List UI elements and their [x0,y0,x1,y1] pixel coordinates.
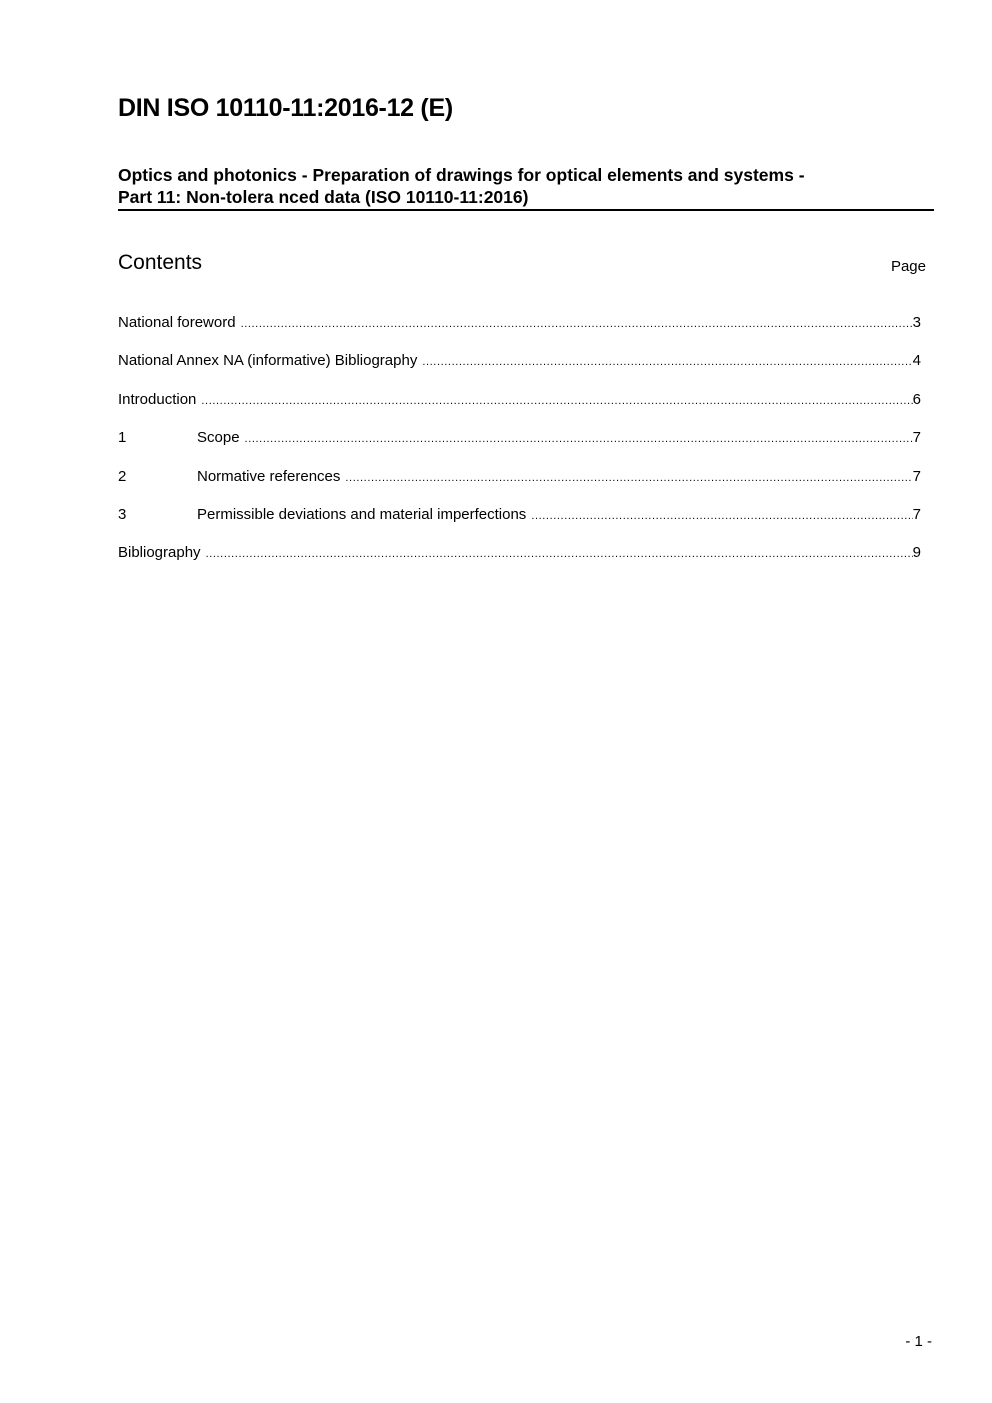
toc-entry-title: Permissible deviations and material imperfections [197,505,527,523]
toc-entry-national-foreword[interactable] [118,314,921,352]
toc-entry-title: Normative references [197,467,341,485]
toc-entry-number: 1 [118,429,127,447]
toc-entry-title: Bibliography [118,544,201,562]
toc-entry-scope[interactable] [118,429,921,467]
toc-entry-permissible-deviations[interactable] [118,506,921,544]
toc-dot-leader [241,316,913,333]
table-of-contents [118,314,921,583]
toc-dot-leader [531,508,912,525]
document-title [118,164,934,211]
document-title-line-2: Part 11: Non-tolera nced data (ISO 10110-11:2016) [118,187,529,207]
toc-entry-page: 3 [912,314,921,331]
toc-dot-leader [345,470,912,487]
toc-entry-page: 9 [912,544,921,562]
toc-dot-leader [206,546,913,563]
page-number: - 1 - [905,1333,932,1350]
toc-entry-national-annex[interactable] [118,352,921,390]
contents-heading: Contents [118,251,203,274]
toc-entry-page: 7 [912,505,921,523]
toc-entry-title: National foreword [118,314,236,331]
toc-dot-leader [245,431,913,448]
document-title-line-1: Optics and photonics - Preparation of drawings for optical elements and systems - [118,165,805,185]
toc-entry-page: 7 [912,429,921,447]
document-id: DIN ISO 10110-11:2016-12 (E) [118,94,453,122]
page-column-label: Page [890,258,926,275]
toc-entry-introduction[interactable] [118,391,921,429]
toc-dot-leader [201,393,912,410]
toc-entry-bibliography[interactable] [118,544,921,582]
toc-entry-normative-references[interactable] [118,468,921,506]
toc-dot-leader [422,354,912,371]
toc-entry-number: 3 [118,505,127,523]
toc-entry-page: 4 [912,352,921,370]
toc-entry-title: Introduction [118,390,197,408]
toc-entry-number: 2 [118,467,127,485]
toc-entry-page: 7 [912,467,921,485]
toc-entry-title: National Annex NA (informative) Bibliography [118,352,418,370]
toc-entry-page: 6 [912,390,921,408]
toc-entry-title: Scope [197,429,240,447]
